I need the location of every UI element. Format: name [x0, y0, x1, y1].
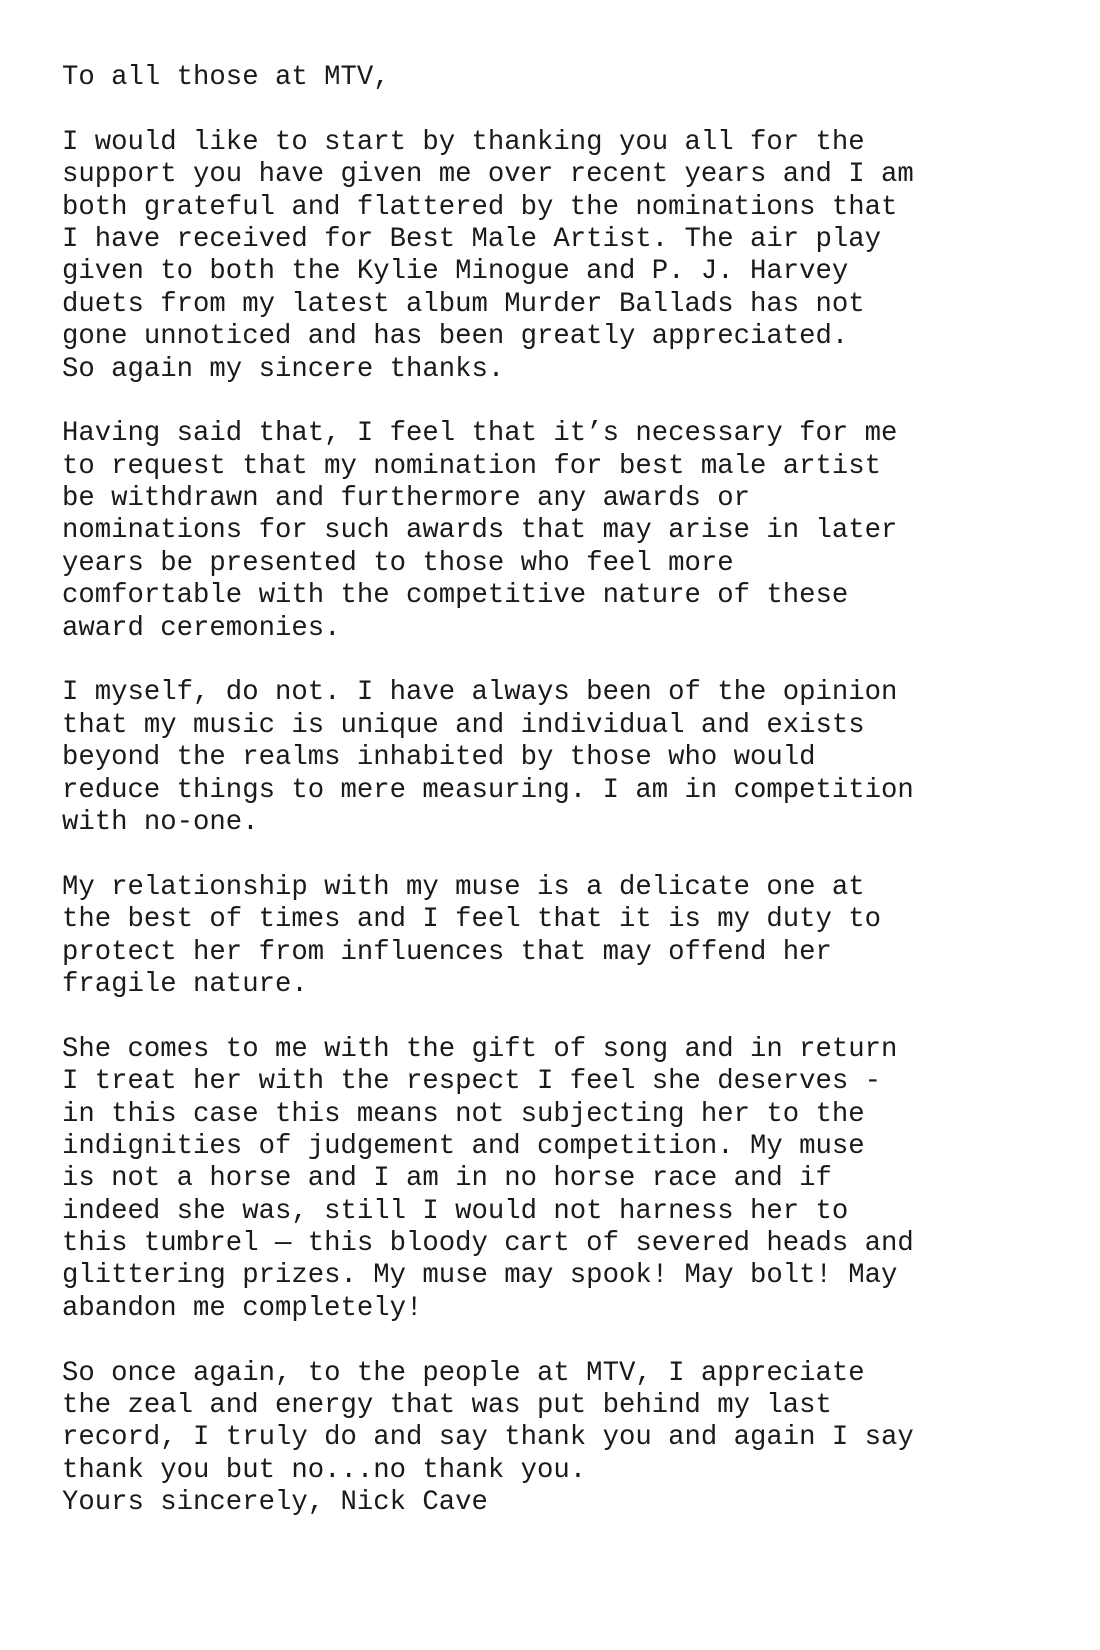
- paragraph-line: abandon me completely!: [62, 1292, 423, 1324]
- paragraph-line: I treat her with the respect I feel she deserves -: [62, 1066, 882, 1098]
- paragraph-line: given to both the Kylie Minogue and P. J. Harvey: [62, 256, 849, 288]
- paragraph-line: in this case this means not subjecting her to the: [62, 1098, 865, 1130]
- closing-line: Yours sincerely, Nick Cave: [62, 1487, 488, 1519]
- paragraph-line: I myself, do not. I have always been of the opinion: [62, 677, 898, 709]
- paragraph-line: nominations for such awards that may arise in later: [62, 515, 898, 547]
- paragraph-line: record, I truly do and say thank you and again I say: [62, 1422, 914, 1454]
- paragraph: [62, 1034, 1082, 1326]
- paragraph-line: beyond the realms inhabited by those who would: [62, 742, 816, 774]
- salutation-line: To all those at MTV,: [62, 62, 390, 93]
- paragraph-line: Having said that, I feel that it’s necessary for me: [62, 418, 898, 450]
- paragraph-line: this tumbrel — this bloody cart of severed heads and: [62, 1228, 914, 1260]
- paragraph: [62, 872, 1082, 1002]
- paragraphs-container: [62, 127, 1082, 1487]
- paragraph-line: reduce things to mere measuring. I am in competition: [62, 774, 914, 806]
- paragraph-line: support you have given me over recent years and I am: [62, 159, 914, 191]
- paragraph-line: I have received for Best Male Artist. The air play: [62, 223, 882, 255]
- paragraph-line: award ceremonies.: [62, 612, 341, 644]
- paragraph-line: So again my sincere thanks.: [62, 353, 505, 385]
- paragraph-line: the zeal and energy that was put behind my last: [62, 1390, 832, 1422]
- paragraph-line: gone unnoticed and has been greatly appreciated.: [62, 321, 849, 353]
- paragraph-line: fragile nature.: [62, 968, 308, 1000]
- paragraph-line: thank you but no...no thank you.: [62, 1454, 587, 1486]
- paragraph: [62, 127, 1082, 386]
- paragraph-line: is not a horse and I am in no horse race and if: [62, 1163, 832, 1195]
- paragraph-line: with no-one.: [62, 806, 259, 838]
- paragraph: [62, 677, 1082, 839]
- salutation: [62, 62, 1082, 94]
- paragraph: [62, 418, 1082, 645]
- paragraph-line: years be presented to those who feel more: [62, 547, 734, 579]
- paragraph-line: indeed she was, still I would not harness her to: [62, 1195, 849, 1227]
- paragraph-line: glittering prizes. My muse may spook! May bolt! May: [62, 1260, 898, 1292]
- letter-body: [62, 62, 1082, 1520]
- closing: [62, 1487, 1082, 1519]
- paragraph-line: protect her from influences that may offend her: [62, 936, 832, 968]
- paragraph-line: both grateful and flattered by the nominations that: [62, 191, 898, 223]
- paragraph-line: comfortable with the competitive nature of these: [62, 580, 849, 612]
- paragraph-line: indignities of judgement and competition. My muse: [62, 1130, 865, 1162]
- paragraph: [62, 1358, 1082, 1488]
- paragraph-line: duets from my latest album Murder Ballads has not: [62, 288, 865, 320]
- paragraph-line: So once again, to the people at MTV, I appreciate: [62, 1357, 865, 1389]
- paragraph-line: She comes to me with the gift of song and in return: [62, 1033, 898, 1065]
- paragraph-line: the best of times and I feel that it is my duty to: [62, 904, 882, 936]
- paragraph-line: that my music is unique and individual and exists: [62, 709, 865, 741]
- paragraph-line: My relationship with my muse is a delicate one at: [62, 871, 865, 903]
- paragraph-line: be withdrawn and furthermore any awards or: [62, 483, 750, 515]
- paragraph-line: to request that my nomination for best male artist: [62, 450, 882, 482]
- paragraph-line: I would like to start by thanking you all for the: [62, 126, 865, 158]
